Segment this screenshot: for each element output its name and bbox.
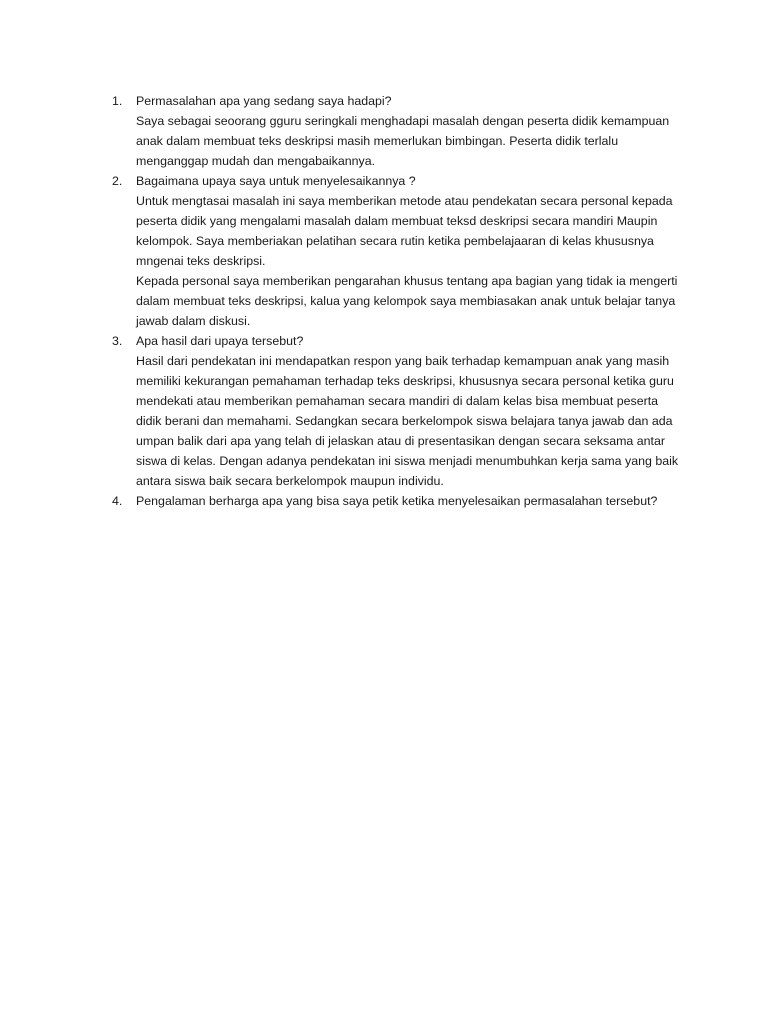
item-answer: Saya sebagai seoorang gguru seringkali menghadapi masalah dengan peserta didik kemampuan anak dalam membuat teks deskripsi masih memerlukan bimbingan. Peserta didik terlalu menganggap mudah dan mengabaikannya. [136, 114, 670, 168]
item-question: Permasalahan apa yang sedang saya hadapi? [136, 94, 392, 108]
list-item [112, 91, 682, 171]
item-number: 3. [112, 334, 123, 348]
question-list [112, 91, 682, 511]
item-answer: Hasil dari pendekatan ini mendapatkan respon yang baik terhadap kemampuan anak yang masih memiliki kekurangan pemahaman terhadap teks deskripsi, khususnya secara personal ketika guru mendekati atau memberikan pemahaman secara mandiri di dalam kelas bisa membuat peserta didik berani dan memahami. Sedangkan secara berkelompok siswa belajara tanya jawab dan ada umpan balik dari apa yang telah di jelaskan atau di presentasikan dengan secara seksama antar siswa di kelas. Dengan adanya pendekatan ini siswa menjadi menumbuhkan kerja sama yang baik antara siswa baik secara berkelompok maupun individu. [136, 354, 679, 488]
item-number: 1. [112, 94, 123, 108]
list-item [112, 331, 682, 491]
item-question: Pengalaman berharga apa yang bisa saya petik ketika menyelesaikan permasalahan tersebut? [136, 494, 658, 508]
item-question: Bagaimana upaya saya untuk menyelesaikannya ? [136, 174, 416, 188]
list-item [112, 491, 682, 511]
item-number: 4. [112, 494, 123, 508]
item-answer: Untuk mengtasai masalah ini saya memberikan metode atau pendekatan secara personal kepada peserta didik yang mengalami masalah dalam membuat teksd deskripsi secara mandiri Maupin kelompok. Saya memberiakan pelatihan secara rutin ketika pembelajaaran di kelas khususnya mngenai teks deskripsi. [136, 194, 673, 268]
item-number: 2. [112, 174, 123, 188]
item-answer: Kepada personal saya memberikan pengarahan khusus tentang apa bagian yang tidak ia mengerti dalam membuat teks deskripsi, kalua yang kelompok saya membiasakan anak untuk belajar tanya jawab dalam diskusi. [136, 274, 678, 328]
item-question: Apa hasil dari upaya tersebut? [136, 334, 304, 348]
list-item [112, 171, 682, 331]
